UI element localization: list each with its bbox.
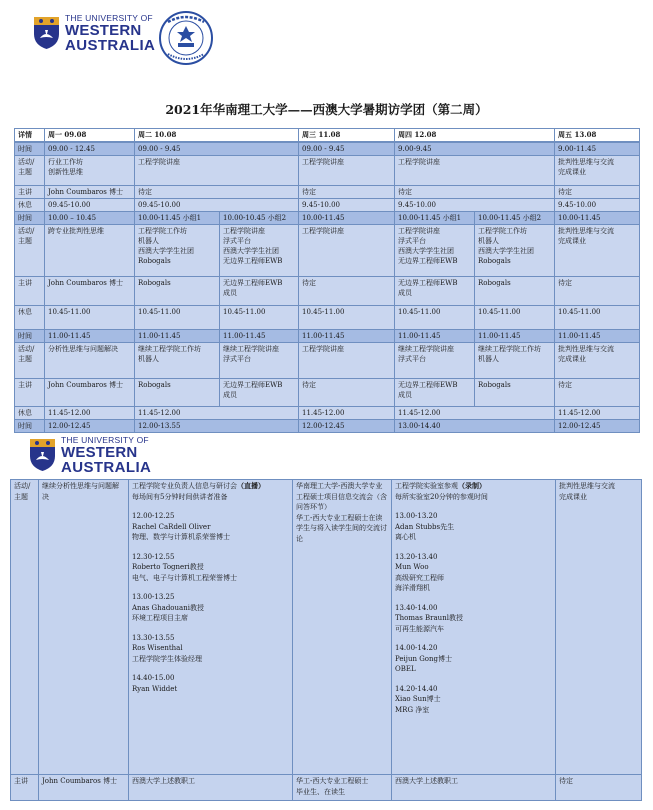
- table-cell: 11.00-11.45: [220, 330, 299, 343]
- table-cell: 待定: [135, 186, 299, 199]
- table-cell: 待定: [555, 186, 640, 199]
- uwa-logo: [33, 14, 155, 53]
- table-cell: 12.00-12.45: [45, 420, 135, 433]
- table-row: [15, 407, 640, 420]
- table-cell: 待定: [555, 277, 640, 306]
- table-cell: 12.00-12.45: [555, 420, 640, 433]
- table-cell: 11.00-11.45: [299, 330, 395, 343]
- table-cell: 10.00 – 10.45: [45, 212, 135, 225]
- table-cell: 9.00-11.45: [555, 142, 640, 156]
- table-cell: 11.00-11.45: [395, 330, 475, 343]
- table-cell: 无边界工程师EWB 成员: [395, 277, 475, 306]
- table-cell: 11.00-11.45: [475, 330, 555, 343]
- table-cell: 无边界工程师EWB 成员: [220, 379, 299, 407]
- table-row: [15, 277, 640, 306]
- table-cell: 11.00-11.45: [135, 330, 220, 343]
- session-role: 工程学院学生体验经理: [132, 654, 202, 663]
- uwa-crest-icon: [33, 16, 60, 50]
- table-cell: John Coumbaros 博士: [45, 379, 135, 407]
- session-time: 14.40-15.00: [132, 674, 175, 682]
- session-spacer: [395, 594, 552, 603]
- table-cell: 西澳大学上述教职工: [392, 775, 556, 801]
- table-cell: 工程学院工作坊 机器人 西澳大学学生社团 Robogals: [475, 225, 555, 277]
- table-cell: 分析性思维与问题解决: [45, 343, 135, 379]
- table-cell: 10.45-11.00: [220, 306, 299, 330]
- uwa-wordmark: [61, 436, 151, 475]
- table-cell: 工程学院讲座: [299, 156, 395, 186]
- session-spacer: [395, 634, 552, 643]
- table-header-row: [15, 129, 640, 143]
- table-cell: 11.00-11.45: [45, 330, 135, 343]
- session-speaker: Adan Stubbs先生: [395, 522, 455, 531]
- uwa-logo-second: [29, 436, 151, 475]
- seminar-heading: [132, 481, 289, 492]
- table-cell: 工程学院讲座: [395, 156, 555, 186]
- table-row: [15, 186, 640, 199]
- session-speaker: Roberto Togneri教授: [132, 563, 204, 571]
- seminar-note: 每场间有5分钟时间供讲者准备: [132, 492, 228, 501]
- table-cell: 批判性思维与交流 完成课业: [555, 156, 640, 186]
- table-cell: John Coumbaros 博士: [45, 186, 135, 199]
- row-label: 时间: [15, 420, 45, 433]
- row-label: 主讲: [15, 379, 45, 407]
- table-cell: 13.00-14.40: [395, 420, 555, 433]
- row-label: 休息: [15, 407, 45, 420]
- table-cell: 继续工程学院工作坊 机器人: [135, 343, 220, 379]
- session-speaker: Rachel CaRdell Oliver: [132, 522, 211, 531]
- table-cell: 批判性思维与交流 完成课业: [556, 480, 642, 775]
- table-cell: 工程学院讲座: [299, 225, 395, 277]
- table-cell: 10.00-11.45 小组1: [135, 212, 220, 225]
- table-row: [15, 142, 640, 156]
- header-cell: 周二 10.08: [135, 129, 299, 143]
- lab-tour-note: 每所实验室20分钟的参观时间: [395, 492, 488, 501]
- table-cell: 10.00-11.45 小组2: [475, 212, 555, 225]
- table-cell: 09.00 - 9.45: [135, 142, 299, 156]
- session-speaker: Ryan Widdet: [132, 684, 178, 693]
- table-cell: 工程学院讲座: [135, 156, 299, 186]
- uwa-line3: AUSTRALIA: [61, 458, 152, 476]
- session-speaker: Ros Wisenthal: [132, 644, 183, 652]
- table-row: [15, 212, 640, 225]
- schedule-table-continued: [10, 479, 642, 801]
- page-title: 2021年华南理工大学——西澳大学暑期访学团（第二周）: [165, 102, 488, 117]
- table-cell: 行业工作坊 创新性思维: [45, 156, 135, 186]
- row-label: 休息: [15, 199, 45, 212]
- session-time: 13.00-13.20: [395, 512, 438, 520]
- table-cell: 待定: [395, 186, 555, 199]
- table-row: [15, 420, 640, 433]
- session-spacer: [132, 502, 289, 511]
- row-label: 主讲: [15, 186, 45, 199]
- table-cell: 09.45-10.00: [135, 199, 299, 212]
- session-role: 电气、电子与计算机工程荣誉博士: [132, 573, 237, 582]
- table-cell: 9.45-10.00: [299, 199, 395, 212]
- session-role: 高级研究工程师 海洋滑翔机: [395, 573, 444, 592]
- table-cell: 待定: [555, 379, 640, 407]
- thursday-lab-tour-cell: [392, 480, 556, 775]
- row-label: 活动/主题: [15, 343, 45, 379]
- table-cell: 继续分析性思维与问题解决: [39, 480, 129, 775]
- table-cell: 10.45-11.00: [45, 306, 135, 330]
- table-cell: 11.45-12.00: [299, 407, 395, 420]
- session-speaker: Thomas Braunl教授: [395, 614, 463, 622]
- table-cell: 09.00 - 12.45: [45, 142, 135, 156]
- session-spacer: [132, 664, 289, 673]
- session-speaker: Xiao Sun博士: [395, 695, 441, 703]
- header-cell: 周五 13.08: [555, 129, 640, 143]
- row-label: 主讲: [15, 277, 45, 306]
- header-cell: 周一 09.08: [45, 129, 135, 143]
- table-cell: 继续工程学院工作坊 机器人: [475, 343, 555, 379]
- row-label: 活动/主题: [15, 225, 45, 277]
- session-time: 13.30-13.55: [132, 633, 175, 642]
- table-cell: 待定: [556, 775, 642, 801]
- session-role: 环境工程项目主席: [132, 614, 188, 622]
- live-tag: （直播）: [237, 481, 265, 490]
- header-cell: 详情: [15, 129, 45, 143]
- lab-tour-heading: [395, 481, 552, 492]
- tuesday-seminar-cell: [129, 480, 293, 775]
- table-cell: 待定: [299, 379, 395, 407]
- table-cell: 10.45-11.00: [299, 306, 395, 330]
- header-cell: 周四 12.08: [395, 129, 555, 143]
- scut-seal-icon: [158, 10, 214, 66]
- session-time: 12.00-12.25: [132, 512, 175, 520]
- uwa-wordmark: [65, 14, 155, 53]
- table-cell: 11.45-12.00: [135, 407, 299, 420]
- table-cell: 批判性思维与交流 完成课业: [555, 225, 640, 277]
- session-role: MRG 净室: [395, 705, 430, 714]
- session-spacer: [395, 543, 552, 552]
- table-cell: 12.00-12.45: [299, 420, 395, 433]
- table-cell: 批判性思维与交流 完成课业: [555, 343, 640, 379]
- table-cell: 10.00-11.45: [555, 212, 640, 225]
- row-label: 活动/主题: [15, 156, 45, 186]
- table-cell: John Coumbaros 博士: [45, 277, 135, 306]
- table-cell: 9.45-10.00: [395, 199, 555, 212]
- uwa-line1: THE UNIVERSITY OF: [61, 435, 149, 445]
- lab-tour-title: 工程学院实验室参观: [395, 482, 458, 490]
- session-role: 可再生能源汽车: [395, 624, 444, 633]
- table-cell: 待定: [299, 186, 395, 199]
- table-cell: John Coumbaros 博士: [39, 775, 129, 801]
- table-cell: 10.45-11.00: [475, 306, 555, 330]
- table-cell: 跨专业批判性思维: [45, 225, 135, 277]
- table-cell: 10.45-11.00: [555, 306, 640, 330]
- table-cell: 9.45-10.00: [555, 199, 640, 212]
- table-cell: 工程学院讲座: [299, 343, 395, 379]
- table-cell: 10.45-11.00: [395, 306, 475, 330]
- session-speaker: Peijun Gong博士: [395, 654, 452, 663]
- session-speaker: Mun Woo: [395, 563, 429, 571]
- schedule-table-week2: [14, 128, 640, 433]
- table-cell: 华南理工大学-西澳大学专业工程硕士项目信息交流会（含问答环节） 华工-西大专业工程硕士在读学生与将入读学生间的交流讨论: [293, 480, 392, 775]
- session-time: 12.30-12.55: [132, 552, 175, 561]
- table-cell: Robogals: [475, 379, 555, 407]
- table-row: [11, 775, 642, 801]
- table-row: [15, 330, 640, 343]
- session-spacer: [132, 583, 289, 592]
- session-role: 离心机: [395, 533, 416, 541]
- table-cell: 10.00-11.45 小组1: [395, 212, 475, 225]
- table-row: [11, 480, 642, 775]
- table-cell: 无边界工程师EWB 成员: [395, 379, 475, 407]
- table-cell: 工程学院讲座 浮式平台 西澳大学学生社团 无边界工程师EWB: [395, 225, 475, 277]
- row-label: 时间: [15, 212, 45, 225]
- table-cell: 11.45-12.00: [395, 407, 555, 420]
- table-row: [15, 225, 640, 277]
- table-row: [15, 156, 640, 186]
- session-spacer: [132, 624, 289, 633]
- row-label: 时间: [15, 330, 45, 343]
- table-cell: 继续工程学院讲座 浮式平台: [395, 343, 475, 379]
- table-cell: 西澳大学上述教职工: [129, 775, 293, 801]
- session-time: 13.40-14.00: [395, 603, 438, 612]
- session-time: 14.00-14.20: [395, 644, 438, 652]
- session-spacer: [132, 543, 289, 552]
- uwa-line3: AUSTRALIA: [65, 36, 156, 54]
- table-cell: 12.00-13.55: [135, 420, 299, 433]
- uwa-crest-icon: [29, 438, 56, 472]
- session-speaker: Anas Ghadouani教授: [132, 603, 204, 612]
- session-time: 13.00-13.25: [132, 593, 175, 601]
- table-row: [15, 199, 640, 212]
- table-cell: 11.00-11.45: [555, 330, 640, 343]
- recorded-tag: （录制）: [458, 481, 486, 490]
- table-cell: Robogals: [135, 379, 220, 407]
- row-label: 休息: [15, 306, 45, 330]
- table-cell: 9.00-9.45: [395, 142, 555, 156]
- table-row: [15, 343, 640, 379]
- table-cell: 10.00-11.45: [299, 212, 395, 225]
- table-row: [15, 306, 640, 330]
- uwa-line2: WESTERN: [65, 21, 142, 39]
- lab-tour-session-list: [395, 502, 552, 715]
- table-cell: 09.45-10.00: [45, 199, 135, 212]
- session-spacer: [395, 502, 552, 511]
- table-cell: 无边界工程师EWB 成员: [220, 277, 299, 306]
- table-row: [15, 379, 640, 407]
- table-cell: 10.00-10.45 小组2: [220, 212, 299, 225]
- table-cell: 工程学院讲座 浮式平台 西澳大学学生社团 无边界工程师EWB: [220, 225, 299, 277]
- header-cell: 周三 11.08: [299, 129, 395, 143]
- table-cell: 继续工程学院讲座 浮式平台: [220, 343, 299, 379]
- seminar-title: 工程学院专业负责人信息与研讨会: [132, 482, 237, 490]
- session-time: 13.20-13.40: [395, 552, 438, 561]
- table-cell: 华工-西大专业工程硕士 毕业生、在读生: [293, 775, 392, 801]
- table-cell: 11.45-12.00: [555, 407, 640, 420]
- row-label: 主讲: [11, 775, 39, 801]
- table-cell: Robogals: [135, 277, 220, 306]
- session-role: 物理、数学与计算机系荣誉博士: [132, 533, 230, 541]
- table-cell: 11.45-12.00: [45, 407, 135, 420]
- row-label: 时间: [15, 142, 45, 156]
- table-cell: Robogals: [475, 277, 555, 306]
- uwa-line2: WESTERN: [61, 443, 138, 461]
- table-cell: 待定: [299, 277, 395, 306]
- seminar-session-list: [132, 502, 289, 694]
- uwa-line1: THE UNIVERSITY OF: [65, 13, 153, 23]
- session-spacer: [395, 675, 552, 684]
- table-cell: 工程学院工作坊 机器人 西澳大学学生社团 Robogals: [135, 225, 220, 277]
- table-cell: 10.45-11.00: [135, 306, 220, 330]
- session-role: OBEL: [395, 665, 416, 673]
- table-cell: 09.00 - 9.45: [299, 142, 395, 156]
- session-time: 14.20-14.40: [395, 684, 438, 693]
- row-label: 活动/主题: [11, 480, 39, 775]
